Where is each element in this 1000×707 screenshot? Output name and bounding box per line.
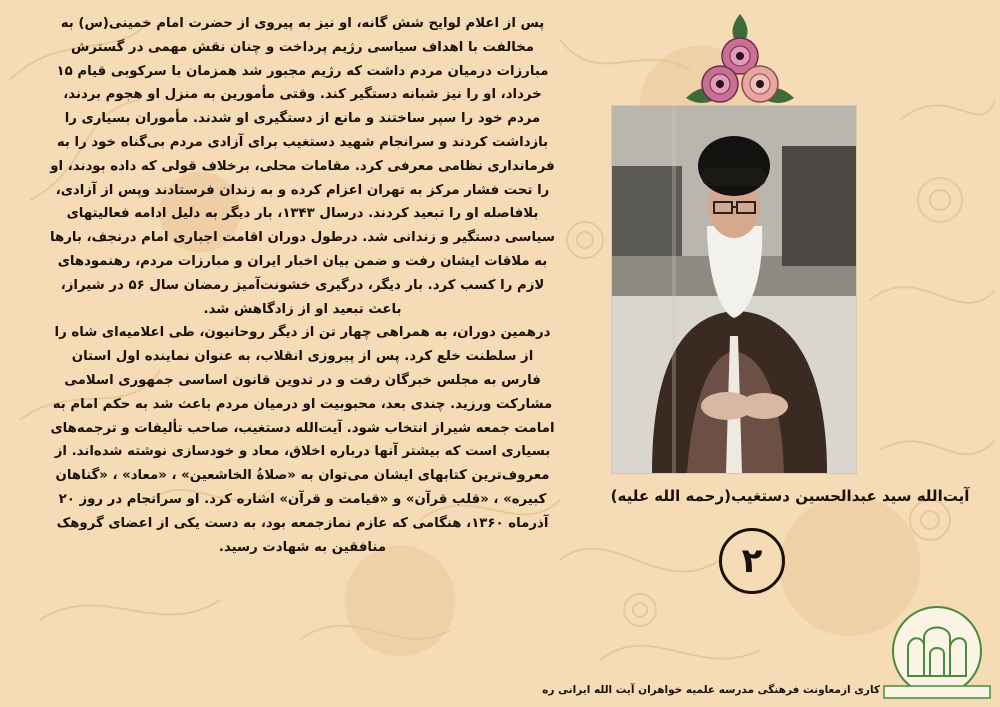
article-paragraph-1: پس از اعلام لوایح شش گانه، او نیز به پیروی از حضرت امام خمینی(س) به مخالفت با اهداف سیاسی رژیم پرداخت و چنان نقش مهمی در گسترش مبارزات درمیان مردم داشت که رژیم مجبور شد همزمان با سرکوبی قیام ۱۵ خرداد، او را نیز شبانه دستگیر کند. وقتی مأمورین به منزل او هجوم بردند، مردم خود را سپر ساختند و مانع از دستگیری او شدند. مأموران بسیاری را بازداشت کردند و سرانجام شهید دستغیب برای آزادی مردم بی‌گناه خود را به فرمانداری نظامی معرفی کرد. مقامات محلی، برخلاف قولی که داده بودند، او را تحت فشار مرکز به تهران اعزام کرده و به زندان فرستادند وپس از آزادی، بلافاصله او را تبعید کردند. درسال ۱۳۴۳، بار دیگر به دلیل ادامه فعالیتهای سیاسی دستگیر و زندانی شد. درطول دوران اقامت اجباری امام درنجف، بارها به ملاقات ایشان رفت و ضمن بیان اخبار ایران و مبارزات مردم، رهنمودهای لازم را کسب کرد. بار دیگر، درگیری خشونت‌آمیز رمضان سال ۵۶ در شیراز، باعث تبعید او از زادگاهش شد. [50, 16, 555, 317]
photo-caption: آیت‌الله سید عبدالحسین دستغیب(رحمه الله علیه) [610, 487, 970, 505]
footer-credit-text: کاری ازمعاونت فرهنگی مدرسه علمیه خواهران آیت الله ایرانی ره [542, 684, 880, 696]
seminary-logo-icon [880, 606, 994, 702]
page-number-badge: ۲ [719, 528, 785, 594]
portrait-photo [612, 106, 856, 473]
rose-bouquet-icon [680, 12, 800, 112]
article-body [50, 12, 555, 559]
article-paragraph-2: درهمین دوران، به همراهی چهار تن از دیگر روحانیون، طی اعلامیه‌ای شاه را از سلطنت خلع کرد. پس از پیروزی انقلاب، به عنوان نماینده اول استان فارس به مجلس خبرگان رفت و در تدوین قانون اساسی جمهوری اسلامی مشارکت ورزید. چندی بعد، محبوبیت او درمیان مردم باعث شد به حکم امام به امامت جمعه شیراز انتخاب شود. آیت‌الله دستغیب، صاحب تألیفات و ترجمه‌های بسیاری است که بیشتر آنها درباره اخلاق، معاد و خودسازی نوشته شده‌اند. از معروف‌ترین کتابهای ایشان می‌توان به «صلاةُ الخاشعین» ، «معاد» ، «گناهان کبیره» ، «قلب قرآن» و «قیامت و قرآن» اشاره کرد. او سرانجام در روز ۲۰ آذرماه ۱۳۶۰، هنگامی که عازم نمازجمعه بود، به دست یکی از اعضای گروهک منافقین به شهادت رسید. [50, 325, 555, 555]
